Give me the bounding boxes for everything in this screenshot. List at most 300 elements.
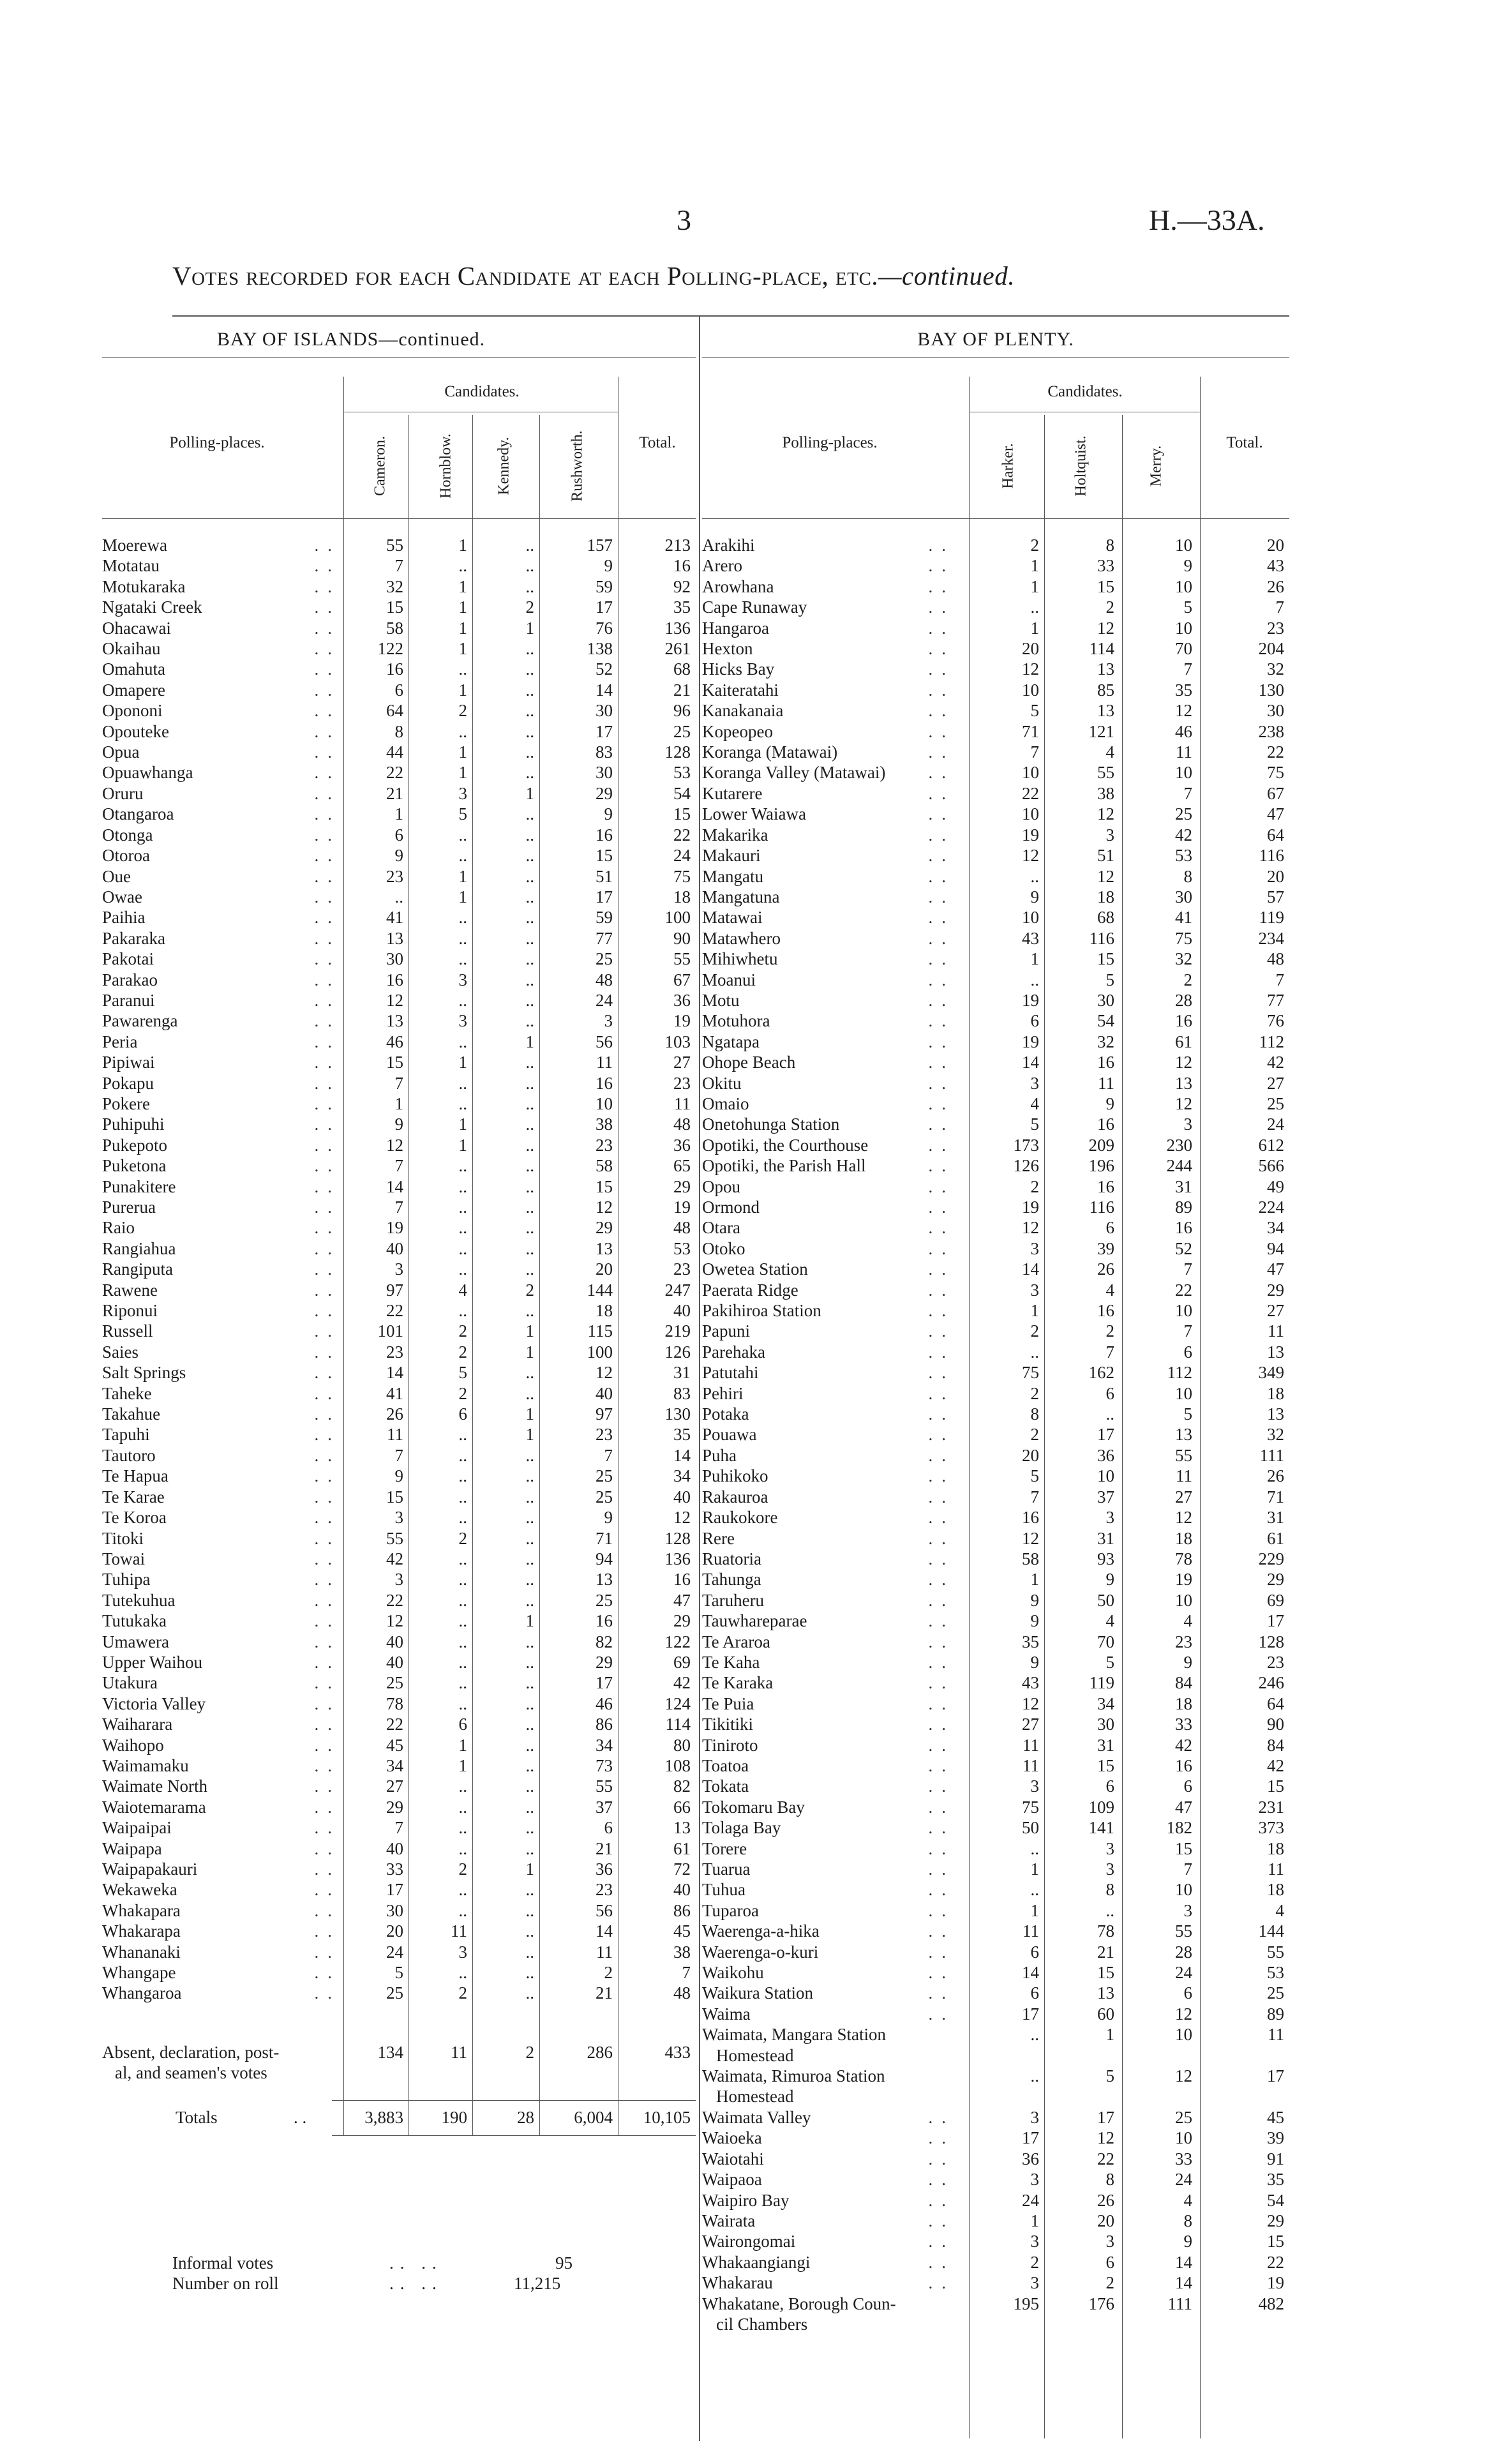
leader-dots: ..: [928, 1694, 955, 1713]
polling-place-cell: [702, 1342, 957, 1362]
total-cell: 111: [1259, 1445, 1284, 1465]
vote-cell: 8: [1105, 2170, 1114, 2190]
polling-place-cell: [102, 1383, 343, 1404]
vote-cell: ..: [525, 825, 534, 845]
table-row: [102, 1735, 696, 1755]
polling-place-name: Opou: [702, 1177, 746, 1196]
vote-cell: 8: [394, 721, 403, 741]
vote-cell: 71: [1022, 721, 1039, 741]
table-row: [702, 1032, 1289, 1052]
vote-cell: 12: [1175, 1053, 1192, 1072]
leader-dots: ..: [314, 1218, 341, 1238]
total-cell: 49: [1267, 1176, 1284, 1196]
table-row: [102, 1652, 696, 1672]
vote-cell: 43: [1022, 1673, 1039, 1693]
vote-cell: 7: [1030, 742, 1039, 762]
vote-cell: 7: [1183, 1859, 1192, 1879]
vote-cell: 1: [1030, 1570, 1039, 1589]
vote-cell: 15: [1097, 576, 1114, 596]
polling-place-name: Motuhora: [702, 1011, 775, 1030]
vote-cell: ..: [458, 1487, 467, 1506]
table-row: [102, 1300, 696, 1321]
table-row: [702, 2190, 1289, 2211]
leader-dots: ..: [928, 2273, 955, 2293]
leader-dots: ..: [928, 1466, 955, 1486]
polling-place-name: Ohacawai: [102, 619, 176, 638]
vote-cell: 19: [386, 1218, 403, 1238]
polling-place-name: Waipapakauri: [102, 1859, 202, 1879]
table-row: [102, 597, 696, 617]
table-row: [702, 1445, 1289, 1466]
total-cell: 213: [664, 536, 691, 555]
vote-cell: 3: [1105, 2232, 1114, 2251]
vote-cell: 8: [1105, 536, 1114, 555]
table-row: [102, 721, 696, 742]
vote-cell: ..: [458, 1818, 467, 1838]
polling-place-cell: [702, 2190, 957, 2211]
vote-cell: 41: [1175, 908, 1192, 928]
total-cell: 90: [673, 928, 691, 948]
polling-place-name: Whakarapa: [102, 1921, 186, 1941]
vote-cell: 25: [596, 1590, 613, 1610]
table-row: [702, 1114, 1289, 1134]
polling-place-cell: [102, 970, 343, 990]
vote-cell: 2: [458, 1342, 467, 1362]
leader-dots: ..: [314, 1508, 341, 1528]
vote-cell: ..: [525, 1487, 534, 1506]
polling-place-name: Otara: [702, 1218, 746, 1237]
table-row: [702, 1073, 1289, 1093]
total-cell: 18: [1267, 1383, 1284, 1403]
vote-cell: 7: [394, 1445, 403, 1465]
vote-cell: ..: [525, 1011, 534, 1031]
vote-cell: 10: [1022, 763, 1039, 783]
total-cell: 38: [673, 1942, 691, 1962]
leader-dots: ..: [314, 846, 341, 866]
polling-place-cell: [702, 1032, 957, 1052]
vote-cell: 17: [596, 887, 613, 906]
polling-place-name: Paerata Ridge: [702, 1281, 804, 1300]
leader-dots: ..: [928, 639, 955, 659]
total-cell: 24: [673, 846, 691, 866]
leader-dots: ..: [928, 1735, 955, 1755]
polling-place-cell: [102, 762, 343, 783]
polling-place-cell: [102, 1032, 343, 1052]
vote-cell: ..: [525, 1115, 534, 1134]
vote-cell: 15: [596, 1176, 613, 1196]
polling-place-cell: [102, 1714, 343, 1734]
total-cell: 31: [1267, 1508, 1284, 1528]
left-cand-4-header: Rushworth.: [569, 430, 586, 502]
polling-place-cell: [102, 1838, 343, 1859]
polling-place-name: Kaiteratahi: [702, 680, 784, 700]
table-row: [102, 1507, 696, 1528]
vote-cell: 26: [386, 1404, 403, 1424]
vote-cell: ..: [458, 556, 467, 576]
vote-cell: 8: [1183, 866, 1192, 886]
table-row: [702, 555, 1289, 576]
polling-place-name: Makarika: [702, 825, 773, 845]
vote-cell: 89: [1175, 1198, 1192, 1217]
vote-cell: 15: [1175, 1838, 1192, 1858]
polling-place-name: Puketona: [102, 1156, 172, 1175]
vote-cell: 4: [1105, 1280, 1114, 1300]
polling-place-name: Russell: [102, 1321, 158, 1341]
total-cell: 53: [673, 763, 691, 783]
total-cell: 27: [1267, 1301, 1284, 1321]
total-cell: 21: [673, 680, 691, 700]
vote-cell: 1: [525, 1032, 534, 1051]
vote-cell: 16: [386, 970, 403, 989]
vote-cell: 3: [458, 1942, 467, 1962]
vote-cell: ..: [525, 1652, 534, 1672]
vote-cell: ..: [458, 1425, 467, 1445]
polling-place-name: Arowhana: [702, 577, 779, 596]
vote-cell: 20: [1022, 1445, 1039, 1465]
polling-place-name: Lower Waiawa: [702, 804, 811, 823]
vote-cell: 13: [386, 1011, 403, 1031]
vote-cell: ..: [458, 721, 467, 741]
vote-cell: ..: [525, 1301, 534, 1321]
vote-cell: 75: [1022, 1797, 1039, 1817]
leader-dots: ..: [314, 1176, 341, 1196]
table-row: [702, 2211, 1289, 2231]
vote-cell: 1: [525, 1342, 534, 1362]
polling-place-name: Ruatoria: [702, 1549, 767, 1568]
total-cell: 61: [673, 1838, 691, 1858]
vote-cell: 1: [458, 576, 467, 596]
vote-cell: 6: [1105, 2252, 1114, 2272]
vote-cell: 6,004: [574, 2108, 613, 2127]
table-row: [702, 1714, 1289, 1734]
polling-place-cell: [702, 762, 957, 783]
vote-cell: 1: [525, 1425, 534, 1445]
leader-dots: ..: [314, 742, 341, 762]
vote-cell: ..: [525, 1673, 534, 1693]
table-row: [702, 1900, 1289, 1921]
vote-cell: 10: [1022, 908, 1039, 928]
vote-cell: 196: [1088, 1156, 1114, 1176]
polling-place-name: Waimata, Mangara Station: [702, 2025, 886, 2045]
polling-place-cell: [702, 1632, 957, 1652]
leader-dots: ..: [928, 1238, 955, 1258]
total-cell: 40: [673, 1487, 691, 1506]
leader-dots: ..: [314, 1093, 341, 1113]
totals-top-rule: [332, 2100, 696, 2101]
table-row: [102, 907, 696, 928]
vote-cell: 6: [394, 825, 403, 845]
polling-place-name: Te Kaha: [702, 1653, 765, 1672]
table-row: [102, 804, 696, 824]
leader-dots: ..: [314, 990, 341, 1010]
vote-cell: 12: [596, 1363, 613, 1383]
leader-dots: ..: [314, 1652, 341, 1672]
table-row: [702, 1672, 1289, 1693]
vote-cell: 16: [596, 825, 613, 845]
table-row: [702, 2128, 1289, 2148]
polling-place-name: Te Puia: [702, 1694, 759, 1713]
vote-cell: 16: [596, 1073, 613, 1093]
vote-cell: 6: [1030, 1942, 1039, 1962]
total-cell: 17: [1267, 1611, 1284, 1631]
vote-cell: 55: [386, 1528, 403, 1548]
number-on-roll-label: Number on roll: [172, 2274, 279, 2293]
polling-place-cell: [702, 576, 957, 597]
polling-place-name: Tautoro: [102, 1446, 161, 1465]
total-cell: 4: [1275, 1900, 1284, 1920]
vote-cell: ..: [525, 970, 534, 989]
vote-cell: 14: [596, 680, 613, 700]
vote-cell: 1: [458, 1135, 467, 1155]
polling-place-cell: [702, 1569, 957, 1589]
total-cell: 34: [673, 1466, 691, 1486]
polling-place-cell: [102, 1590, 343, 1611]
table-row: [102, 1362, 696, 1383]
vote-cell: 10: [1022, 680, 1039, 700]
polling-place-cell: [102, 1010, 343, 1031]
leader-dots: ..: [314, 1073, 341, 1093]
polling-place-cell: [702, 1611, 957, 1631]
table-row: [702, 845, 1289, 866]
polling-place-name: Moanui: [702, 970, 761, 989]
heading-continued: —continued.: [878, 261, 1015, 290]
vote-cell: 3: [394, 1570, 403, 1589]
table-row: [102, 887, 696, 907]
leader-dots: ..: [928, 1983, 955, 2003]
vote-cell: ..: [525, 1466, 534, 1486]
vote-cell: 2: [1105, 1321, 1114, 1341]
leader-dots: ..: [314, 1632, 341, 1651]
polling-place-cell: [102, 1300, 343, 1321]
vote-cell: 9: [1030, 1590, 1039, 1610]
total-cell: 35: [673, 597, 691, 617]
leader-dots: ..: [928, 846, 955, 866]
polling-place-cell: [702, 1838, 957, 1859]
vote-cell: 2: [1030, 1425, 1039, 1445]
leader-dots: ..: [928, 1032, 955, 1051]
vote-cell: ..: [525, 1590, 534, 1610]
vote-cell: ..: [458, 659, 467, 679]
vote-cell: 2: [1030, 2252, 1039, 2272]
vote-cell: 42: [1175, 825, 1192, 845]
polling-place-cell: [102, 618, 343, 638]
table-row: [102, 618, 696, 638]
total-cell: 126: [664, 1342, 691, 1362]
table-row: [702, 2149, 1289, 2169]
table-row: [102, 1135, 696, 1155]
leader-dots: ..: [314, 1011, 341, 1031]
polling-place-name: Tauwhareparae: [702, 1611, 813, 1630]
vote-cell: 32: [1097, 1032, 1114, 1051]
vote-cell: 55: [386, 536, 403, 555]
vote-cell: 30: [1097, 1715, 1114, 1734]
vote-cell: 4: [1030, 1093, 1039, 1113]
table-row: [702, 1632, 1289, 1652]
vote-cell: 12: [1022, 846, 1039, 866]
leader-dots: ..: [928, 1570, 955, 1589]
vote-cell: 25: [596, 1466, 613, 1486]
polling-place-name: Waima: [702, 2004, 756, 2024]
table-row: [102, 1694, 696, 1714]
polling-place-cell: [702, 1010, 957, 1031]
polling-place-cell: [102, 1797, 343, 1817]
vote-cell: 5: [458, 804, 467, 824]
polling-place-name: Hicks Bay: [702, 659, 779, 679]
polling-place-name: Matawai: [702, 908, 767, 927]
polling-place-cell: [702, 1176, 957, 1197]
total-cell: 26: [1267, 1466, 1284, 1486]
vote-cell: ..: [525, 1735, 534, 1755]
vote-cell: 2: [525, 1280, 534, 1300]
vote-cell: 53: [1175, 846, 1192, 866]
table-row: [702, 1280, 1289, 1300]
vote-cell: 9: [1183, 556, 1192, 576]
leader-dots: ..: [928, 2252, 955, 2272]
vote-cell: 12: [1022, 1694, 1039, 1713]
total-cell: 15: [1267, 1777, 1284, 1796]
polling-place-name: Rangiahua: [102, 1239, 181, 1258]
leader-dots: ..: [314, 1570, 341, 1589]
polling-place-cell: [102, 597, 343, 617]
vote-cell: 2: [1030, 1383, 1039, 1403]
vote-cell: ..: [525, 1259, 534, 1279]
vote-cell: 52: [596, 659, 613, 679]
vote-cell: 14: [386, 1363, 403, 1383]
total-cell: 29: [1267, 2211, 1284, 2230]
table-row: [102, 1342, 696, 1362]
vote-cell: 16: [1175, 1011, 1192, 1031]
table-row: [102, 1797, 696, 1817]
table-row: [702, 576, 1289, 597]
vote-cell: ..: [525, 908, 534, 928]
leader-dots: ..: [314, 804, 341, 824]
polling-place-cell: [102, 1466, 343, 1486]
vote-cell: 1: [525, 1321, 534, 1341]
leader-dots: ..: [928, 1487, 955, 1506]
polling-place-cell: [102, 1114, 343, 1134]
vote-cell: 3: [458, 783, 467, 803]
table-row: [102, 1280, 696, 1300]
column-divider: [699, 315, 700, 2441]
vote-cell: 2: [1030, 1321, 1039, 1341]
polling-place-name: Waiotemarama: [102, 1798, 211, 1817]
polling-place-cell: [102, 1776, 343, 1796]
polling-place-name: Kopeopeo: [702, 722, 778, 741]
vote-cell: 3: [1030, 2273, 1039, 2293]
vote-cell: ..: [458, 1445, 467, 1465]
polling-place-name: Whangaroa: [102, 1983, 186, 2002]
total-cell: 18: [673, 887, 691, 906]
vote-cell: 2: [1105, 2273, 1114, 2293]
vote-cell: ..: [458, 1238, 467, 1258]
vote-cell: 10: [1022, 804, 1039, 824]
vote-cell: ..: [525, 1073, 534, 1093]
vote-cell: ..: [458, 949, 467, 969]
vote-cell: 20: [596, 1259, 613, 1279]
vote-cell: ..: [1105, 1900, 1114, 1920]
table-row: [102, 825, 696, 845]
vote-cell: ..: [525, 1777, 534, 1796]
leader-dots: ..: [928, 556, 955, 576]
vote-cell: 41: [386, 1383, 403, 1403]
polling-place-cell: [102, 1921, 343, 1941]
polling-place-name: Tutukaka: [102, 1611, 172, 1630]
vote-cell: 55: [1097, 763, 1114, 783]
vote-cell: 47: [1175, 1797, 1192, 1817]
total-cell: 29: [673, 1176, 691, 1196]
vote-cell: ..: [458, 1301, 467, 1321]
vote-cell: 10: [1175, 576, 1192, 596]
vote-cell: ..: [1030, 2066, 1039, 2086]
vote-cell: 21: [596, 1838, 613, 1858]
polling-place-cell: [102, 1507, 343, 1528]
leader-dots: ..: [928, 1755, 955, 1775]
vote-cell: ..: [525, 1694, 534, 1713]
total-cell: 42: [1267, 1053, 1284, 1072]
leader-dots: ..: [928, 949, 955, 969]
vote-cell: ..: [458, 928, 467, 948]
polling-place-cell: [702, 887, 957, 907]
vote-cell: ..: [525, 721, 534, 741]
total-cell: 29: [673, 1611, 691, 1631]
total-cell: 40: [673, 1880, 691, 1900]
vote-cell: 173: [1013, 1135, 1039, 1155]
vote-cell: 48: [596, 970, 613, 989]
informal-votes-label: Informal votes: [172, 2253, 274, 2272]
total-cell: 25: [1267, 1093, 1284, 1113]
vote-cell: 17: [1022, 2004, 1039, 2024]
vote-cell: 6: [1105, 1383, 1114, 1403]
total-cell: 68: [673, 659, 691, 679]
polling-place-name: Tikitiki: [702, 1715, 758, 1734]
vote-cell: 2: [458, 701, 467, 721]
vote-cell: ..: [1030, 597, 1039, 617]
polling-place-cell: [702, 2066, 957, 2107]
vote-cell: 1: [525, 1611, 534, 1631]
total-cell: 11: [674, 1093, 691, 1113]
vote-cell: 30: [386, 1900, 403, 1920]
polling-place-name: Puhipuhi: [102, 1115, 170, 1134]
polling-place-cell: [702, 1879, 957, 1900]
vote-cell: 17: [596, 597, 613, 617]
vote-cell: 1: [525, 1404, 534, 1424]
total-cell: 229: [1258, 1549, 1284, 1568]
table-row: [102, 1528, 696, 1549]
vote-cell: 14: [1022, 1259, 1039, 1279]
vote-cell: 75: [1022, 1363, 1039, 1383]
vote-cell: 12: [1097, 804, 1114, 824]
vote-cell: 10: [1175, 763, 1192, 783]
polling-place-cell: [702, 597, 957, 617]
left-places-label: Polling-places.: [169, 434, 265, 451]
vote-cell: 2: [458, 1859, 467, 1879]
vote-cell: 9: [604, 556, 613, 576]
total-cell: 23: [1267, 1652, 1284, 1672]
polling-place-cell: [702, 1797, 957, 1817]
vote-cell: ..: [525, 887, 534, 906]
polling-place-name: Opotiki, the Parish Hall: [702, 1156, 871, 1175]
polling-place-name: Te Hapua: [102, 1466, 174, 1485]
polling-place-cell: [702, 618, 957, 638]
vote-cell: 30: [1097, 990, 1114, 1010]
total-cell: 30: [1267, 701, 1284, 721]
vote-cell: ..: [525, 1570, 534, 1589]
polling-place-cell: [102, 1342, 343, 1362]
vote-cell: 21: [596, 1983, 613, 2003]
total-cell: 20: [1267, 866, 1284, 886]
table-row: [702, 1300, 1289, 1321]
table-row: [102, 1755, 696, 1776]
